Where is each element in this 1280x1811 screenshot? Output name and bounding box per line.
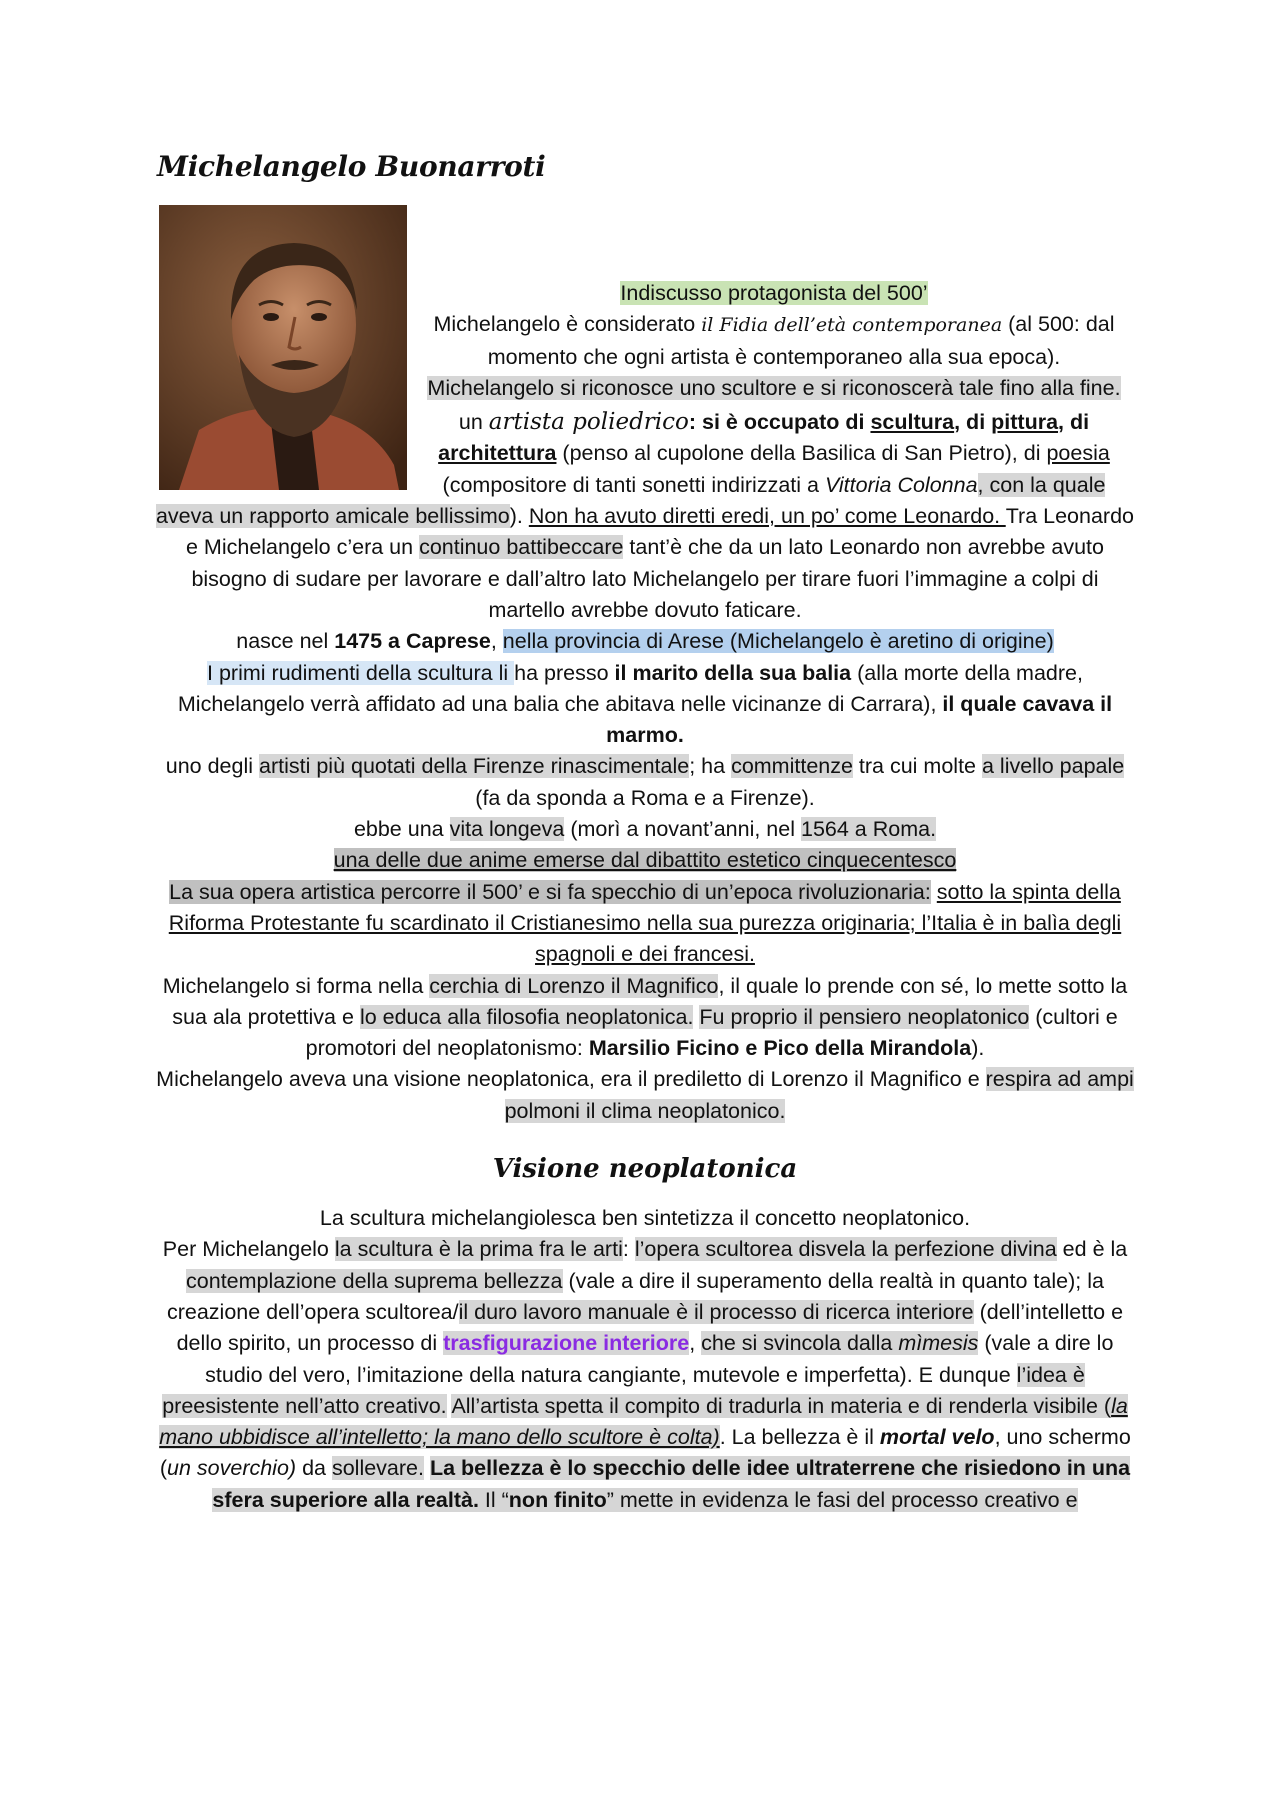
highlight-protagonist: Indiscusso protagonista del 500’	[620, 281, 928, 305]
artista-poliedrico: artista poliedrico	[488, 409, 689, 436]
fidia-phrase: il Fidia dell’età contemporanea	[701, 314, 1003, 337]
paragraph-intro: Indiscusso protagonista del 500’ Michelangelo è considerato il Fidia dell’età contemporanea (al 500: dal momento che ogni artista è contemporaneo alla sua epoca). Michelangelo si riconosce uno scultore e si riconoscerà tale fino alla fine.	[427, 281, 1121, 400]
paragraph-epoca: La sua opera artistica percorre il 500’ e si fa specchio di un’epoca rivoluzionaria: sotto la spinta della Riforma Protestante fu scardinato il Cristianesimo nella sua purezza originaria; l’Italia è in balìa degli spagnoli e dei francesi.	[168, 879, 1122, 967]
paragraph-scultura-intro: La scultura michelangiolesca ben sintetizza il concetto neoplatonico.	[319, 1206, 971, 1231]
paragraph-anime: una delle due anime emerse dal dibattito estetico cinquecentesco	[333, 848, 957, 873]
paragraph-scultura: Per Michelangelo la scultura è la prima fra le arti: l’opera scultorea disvela la perfezione divina ed è la contemplazione della suprema bellezza (vale a dire il superamento della realtà in quanto tale); la creazione dell’opera scultorea/il duro lavoro manuale è il processo di ricerca interiore (dell’intelletto e dello spirito, un processo di trasfigurazione interiore, che si svincola dalla mìmesis (vale a dire lo studio del vero, l’imitazione della natura cangiante, mutevole e imperfetta). E dunque l’idea è preesistente nell’atto creativo. All’artista spetta il compito di tradurla in materia e di renderla visibile (la mano ubbidisce all’intelletto; la mano dello scultore è colta). La bellezza è il mortal velo, uno schermo (un soverchio) da sollevare. La bellezza è lo specchio delle idee ultraterrene che risiedono in una sfera superiore alla realtà. Il “non finito” mette in evidenza le fasi del processo creativo e	[159, 1237, 1131, 1512]
paragraph-birth: nasce nel 1475 a Caprese, nella provincia di Arese (Michelangelo è aretino di origine)	[236, 629, 1054, 654]
section-title-visione: Visione neoplatonica	[492, 1154, 798, 1185]
paragraph-poliedrico: un artista poliedrico: si è occupato di scultura, di pittura, di architettura (penso al cupolone della Basilica di San Pietro), di poesia (compositore di tanti sonetti indirizzati a Vittoria Colonna, con la quale aveva un rapporto amicale bellissimo). Non ha avuto diretti eredi, un po’ come Leonardo. Tra Leonardo e Michelangelo c’era un continuo battibeccare tant’è che da un lato Leonardo non avrebbe avuto bisogno di sudare per lavorare e dall’altro lato Michelangelo per tirare fuori l’immagine a colpi di martello avrebbe dovuto faticare.	[155, 409, 1135, 622]
highlight-trasfigurazione: trasfigurazione interiore	[443, 1331, 690, 1356]
paragraph-visione: Michelangelo aveva una visione neoplatonica, era il prediletto di Lorenzo il Magnifico e respira ad ampi polmoni il clima neoplatonico.	[156, 1067, 1134, 1123]
document-body	[155, 278, 1135, 1516]
portrait-spacer	[155, 278, 413, 498]
paragraph-firenze: uno degli artisti più quotati della Firenze rinascimentale; ha committenze tra cui molte a livello papale (fa da sponda a Roma e a Firenze).	[165, 754, 1125, 810]
highlight-sculptor: Michelangelo si riconosce uno scultore e si riconoscerà tale fino alla fine.	[427, 375, 1121, 400]
paragraph-balia: I primi rudimenti della scultura li ha presso il marito della sua balia (alla morte della madre, Michelangelo verrà affidato ad una balia che abitava nelle vicinanze di Carrara), il quale cavava il marmo.	[177, 660, 1113, 748]
paragraph-lorenzo: Michelangelo si forma nella cerchia di Lorenzo il Magnifico, il quale lo prende con sé, lo mette sotto la sua ala protettiva e lo educa alla filosofia neoplatonica. Fu proprio il pensiero neoplatonico (cultori e promotori del neoplatonismo: Marsilio Ficino e Pico della Mirandola).	[162, 973, 1128, 1061]
paragraph-longeva: ebbe una vita longeva (morì a novant’anni, nel 1564 a Roma.	[353, 817, 937, 842]
document-title: Michelangelo Buonarroti	[157, 150, 546, 183]
